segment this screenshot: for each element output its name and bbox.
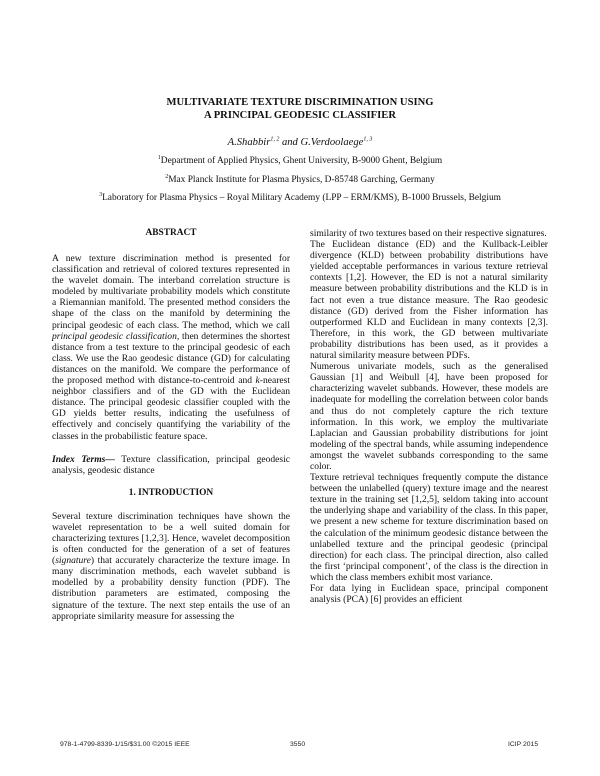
title-line-2: A PRINCIPAL GEODESIC CLASSIFIER [203, 109, 396, 121]
intro-part-1: Several texture discrimination techniques have shown the wavelet representation to be a well suited domain for characterizing textures [1,2,3]. Hence, wavelet decomposition is often conducted for the generation of a set of features ( [52, 510, 290, 567]
paper-title [0, 97, 600, 122]
right-paragraph-3: Texture retrieval techniques frequently compute the distance between the unlabelled (query) texture image and the nearest texture in the training set [1,2,5], seldom taking into account the underlying shape and variability of the class. In this paper, we present a new scheme for texture discrimination based on the calculation of the minimum geodesic distance between the unlabelled texture and the principal geodesic (principal direction) for each class. The principal direction, also called the first ‘principal component’, of the class is the direction in which the class members exhibit most variance. [310, 472, 548, 583]
footer-page-number: 3550 [290, 741, 306, 748]
left-column [52, 228, 290, 622]
affiliation-2-text: Max Planck Institute for Plasma Physics, D-85748 Garching, Germany [168, 175, 435, 185]
index-terms-text: Texture classification, principal geodesic analysis, geodesic distance [52, 453, 290, 476]
affiliation-1-number: 1 [157, 154, 161, 161]
author-1: A.Shabbir [227, 137, 271, 148]
abstract-k: k [255, 375, 260, 387]
spacer [52, 442, 290, 454]
footer-conference: ICIP 2015 [508, 741, 539, 748]
index-terms-label: Index Terms— [52, 453, 115, 465]
affiliation-3 [0, 192, 600, 204]
footer-copyright: 978-1-4799-8339-1/15/$31.00 ©2015 IEEE [60, 741, 190, 748]
author-line [0, 136, 600, 150]
intro-heading: 1. INTRODUCTION [128, 487, 214, 498]
author-1-affil: 1, 2 [270, 136, 280, 143]
affiliation-1 [0, 155, 600, 167]
abstract-part-2: , then determines the shortest distance from a test texture to the principal geodesic of each class. We use the Rao geodesic distance (GD) for calculating distances on the manifold. We compare the performance of the proposed method with distance-to-centroid and [52, 330, 290, 387]
right-paragraph-0: similarity of two textures based on their respective signatures. [310, 228, 547, 239]
spacer [52, 499, 290, 511]
index-terms [52, 454, 290, 476]
right-paragraph-4: For data lying in Euclidean space, principal component analysis (PCA) [6] provides an efficient [310, 583, 548, 606]
right-column [310, 228, 548, 605]
right-paragraph-2: Numerous univariate models, such as the generalised Gaussian [1] and Weibull [4], have been proposed for characterizing wavelet subbands. However, these models are inadequate for modelling the correlation between color bands and thus do not completely capture the rich texture information. In this work, we employ the multivariate Laplacian and Gaussian probability distributions for joint modeling of the spectral bands, while assuming independence amongst the wavelet subbands corresponding to the same color. [310, 361, 548, 472]
author-and: and [279, 137, 301, 148]
spacer [52, 239, 290, 253]
author-2: G.Verdoolaege [300, 137, 364, 148]
abstract-part-3: -nearest neighbor classifiers and of the GD with the Euclidean distance. The principal geodesic classifier coupled with the GD yields better results, indicating the usefulness of effectively and concisely quantifying the variability of the classes in the probabilistic feature space. [52, 375, 290, 442]
intro-part-2: ) that accurately characterize the texture image. In many discrimination methods, each wavelet subband is modelled by a probability density function (PDF). The distribution parameters are estimated, composing the signature of the texture. The next step entails the use of an appropriate similarity measure for assessing the [52, 555, 290, 622]
abstract-heading: ABSTRACT [145, 228, 197, 238]
affiliation-1-text: Department of Applied Physics, Ghent University, B-9000 Ghent, Belgium [160, 156, 443, 166]
affiliation-3-text: Laboratory for Plasma Physics – Royal Military Academy (LPP – ERM/KMS), B-1000 Brussels, Belgium [102, 193, 501, 203]
author-2-affil: 1, 3 [363, 136, 373, 143]
title-line-1: MULTIVARIATE TEXTURE DISCRIMINATION USING [166, 97, 434, 108]
spacer [52, 476, 290, 488]
right-paragraph-1: The Euclidean distance (ED) and the Kullback-Leibler divergence (KLD) between probability distributions have yielded acceptable performances in various texture retrieval contexts [1,2]. However, the ED is not a natural similarity measure between probability distributions and the KLD is in fact not even a true distance measure. The Rao geodesic distance (GD) derived from the Fisher information has outperformed KLD and Euclidean in many contexts [2,3]. Therefore, in this work, the GD between multivariate probability distributions has been used, as it provides a natural similarity measure between PDFs. [310, 239, 548, 362]
affiliation-3-number: 3 [99, 191, 103, 198]
abstract-text [52, 253, 290, 442]
abstract-method-name: principal geodesic classification [52, 330, 177, 342]
intro-signature: signature [55, 555, 91, 567]
affiliation-2 [0, 174, 600, 186]
abstract-part-1: A new texture discrimination method is presented for classification and retrieval of colored textures represented in the wavelet domain. The interband correlation structure is modeled by multivariate probability models which constitute a Riemannian manifold. The presented method considers the shape of the class on the manifold by determining the principal geodesic of each class. The method, which we call [52, 253, 290, 331]
affiliation-2-number: 2 [165, 173, 169, 180]
intro-paragraph [52, 511, 290, 622]
